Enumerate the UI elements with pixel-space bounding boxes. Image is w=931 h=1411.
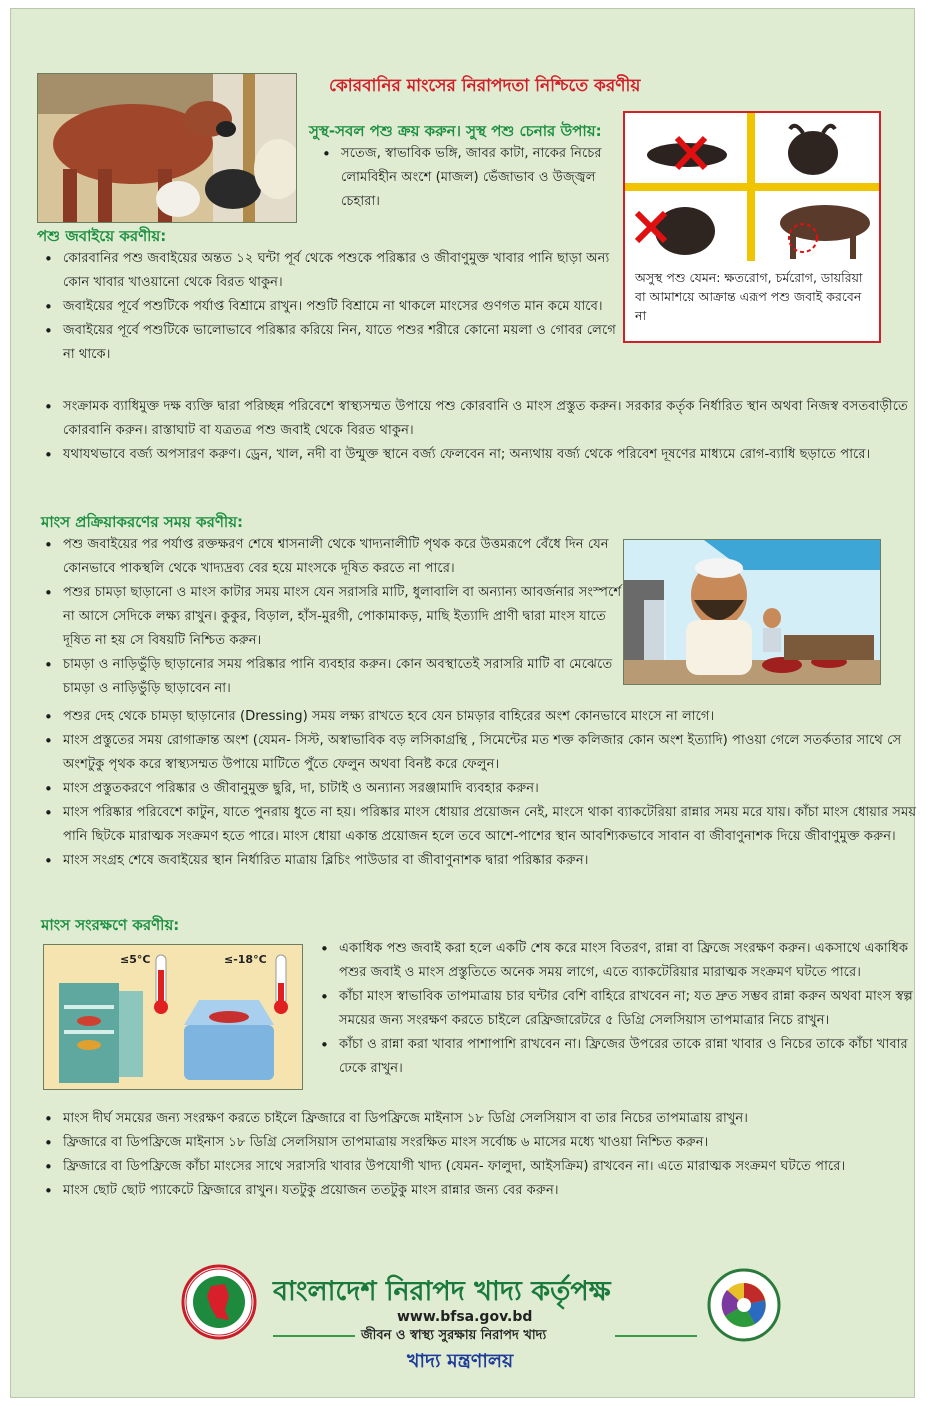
- list-item: • মাংস দীর্ঘ সময়ের জন্য সংরক্ষণ করতে চাইলে ফ্রিজারে বা ডিপফ্রিজে মাইনাস ১৮ ডিগ্রি সেলসিয়াস বা তার নিচের তাপমাত্রায় রাখুন।: [63, 1107, 917, 1131]
- list-item: • কোরবানির পশু জবাইয়ের অন্তত ১২ ঘন্টা পূর্ব থেকে পশুকে পরিষ্কার ও জীবাণুমুক্ত খাবার পানি ছাড়া অন্য কোন খাবার খাওয়ানো থেকে বিরত থাকুন।: [63, 247, 625, 295]
- healthy-animal-list: [317, 142, 637, 214]
- website-link[interactable]: www.bfsa.gov.bd: [397, 1309, 533, 1325]
- butcher-illustration: [623, 539, 881, 685]
- list-item: • মাংস সংগ্রহ শেষে জবাইয়ের স্থান নির্ধারিত মাত্রায় ব্লিচিং পাউডার বা জীবাণুনাশক দ্বারা পরিষ্কার করুন।: [63, 849, 917, 873]
- poster: [10, 8, 915, 1398]
- sick-animals-grid: [625, 113, 879, 261]
- list-item: • একাধিক পশু জবাই করা হলে একটি শেষ করে মাংস বিতরণ, রান্না বা ফ্রিজে সংরক্ষণ করুন। একসাথে একাধিক পশুর জবাই ও মাংস প্রস্তুতিতে অনেক সময় লাগে, এতে ব্যাকটেরিয়ার মারাত্মক সংক্রমণ ঘটতে পারে।: [339, 937, 917, 985]
- ministry-name: খাদ্য মন্ত্রণালয়: [407, 1350, 514, 1372]
- bfsa-logo: [707, 1268, 781, 1342]
- slaughter-list-top: [39, 247, 625, 367]
- storage-list-full: [39, 1107, 917, 1203]
- government-seal-logo: [181, 1264, 257, 1340]
- list-item: • ফ্রিজারে বা ডিপফ্রিজে কাঁচা মাংসের সাথে সরাসরি খাবার উপযোগী খাদ্য (যেমন- ফালুদা, আইসক্রিম) রাখবেন না। এতে মারাত্মক সংক্রমণ ঘটতে পারে।: [63, 1155, 917, 1179]
- list-item: • জবাইয়ের পূর্বে পশুটিকে ভালোভাবে পরিষ্কার করিয়ে নিন, যাতে পশুর শরীরে কোনো ময়লা ও গোবর লেগে না থাকে।: [63, 319, 625, 367]
- list-item: • মাংস প্রস্তুতের সময় রোগাক্রান্ত অংশ (যেমন- সিস্ট, অস্বাভাবিক বড় লসিকাগ্রন্থি , সিমেন্টের মত শক্ত কলিজার কোন অংশ ইত্যাদি) পাওয়া গেলে সতর্কতার সাথে সে অংশটুকু পৃথক করে স্বাস্থ্যসম্মত উপায়ে মাটিতে পুঁতে ফেলুন অথবা বিনষ্ট করে ফেলুন।: [63, 729, 917, 777]
- list-item: • পশু জবাইয়ের পর পর্যাপ্ত রক্তক্ষরণ শেষে শ্বাসনালী থেকে খাদ্যনালীটি পৃথক করে উত্তমরূপে বেঁধে দিন যেন কোনভাবে পাকস্থলি থেকে খাদ্যদ্রব্য বের হয়ে মাংসকে দূষিত করতে না পারে।: [63, 533, 637, 581]
- list-item: • পশুর দেহ থেকে চামড়া ছাড়ানোর (Dressing) সময় লক্ষ্য রাখতে হবে যেন চামড়ার বাহিরের অংশ কোনভাবে মাংসে না লাগে।: [63, 705, 917, 729]
- list-item: • পশুর চামড়া ছাড়ানো ও মাংস কাটার সময় মাংস যেন সরাসরি মাটি, ধুলাবালি বা অন্যান্য আবর্জনার সংস্পর্শে না আসে সেদিকে লক্ষ্য রাখুন। কুকুর, বিড়াল, হাঁস-মুরগী, পোকামাকড়, মাছি ইত্যাদি প্রাণী দ্বারা মাংস যাতে দূষিত না হয় সে বিষয়টি নিশ্চিত করুন।: [63, 581, 637, 653]
- government-seal-icon: [181, 1264, 257, 1340]
- cattle-photo: [37, 73, 297, 223]
- storage-heading: মাংস সংরক্ষণে করণীয়:: [41, 916, 180, 934]
- bfsa-logo-icon: [707, 1268, 781, 1342]
- processing-heading: মাংস প্রক্রিয়াকরণের সময় করণীয়:: [41, 513, 244, 531]
- butcher-scene: [624, 540, 881, 685]
- list-item: • কাঁচা ও রান্না করা খাবার পাশাপাশি রাখবেন না। ফ্রিজের উপরের তাকে রান্না খাবার ও নিচের তাকে কাঁচা খাবার ঢেকে রাখুন।: [339, 1033, 917, 1081]
- fridge-freezer-scene: [44, 945, 303, 1090]
- list-item: • জবাইয়ের পূর্বে পশুটিকে পর্যাপ্ত বিশ্রামে রাখুন। পশুটি বিশ্রামে না থাকলে মাংসের গুণগত মান কমে যাবে।: [63, 295, 625, 319]
- storage-list-right: [315, 937, 917, 1081]
- slaughter-heading: পশু জবাইয়ে করণীয়:: [37, 227, 167, 245]
- fridge-freezer-illustration: [43, 944, 303, 1090]
- processing-list-bottom: [39, 705, 917, 873]
- list-item: • মাংস প্রস্তুতকরণে পরিষ্কার ও জীবানুমুক্ত ছুরি, দা, চাটাই ও অন্যান্য সরঞ্জামাদি ব্যবহার করুন।: [63, 777, 917, 801]
- slaughter-list-bottom: [39, 395, 917, 467]
- footer-divider-right: [615, 1335, 697, 1337]
- list-item: • চামড়া ও নাড়িভুঁড়ি ছাড়ানোর সময় পরিষ্কার পানি ব্যবহার করুন। কোন অবস্থাতেই সরাসরি মাটি বা মেঝেতে চামড়া ও নাড়িভুঁড়ি ছাড়াবেন না।: [63, 653, 637, 701]
- list-item: • মাংস পরিষ্কার পরিবেশে কাটুন, যাতে পুনরায় ধুতে না হয়। পরিষ্কার মাংস ধোয়ার প্রয়োজন নেই, মাংসে থাকা ব্যাকটেরিয়া রান্নার সময় মরে যায়। কাঁচা মাংস ধোয়ার সময় পানি ছিটকে মারাত্মক সংক্রমণ হতে পারে। মাংস ধোয়া একান্ত প্রয়োজন হলে তবে আশে-পাশের স্থান আবশ্যিকভাবে সাবান বা জীবাণুনাশক দিয়ে জীবাণুমুক্ত করুন।: [63, 801, 917, 849]
- org-name: বাংলাদেশ নিরাপদ খাদ্য কর্তৃপক্ষ: [273, 1276, 611, 1307]
- list-item: • কাঁচা মাংস স্বাভাবিক তাপমাত্রায় চার ঘন্টার বেশি বাহিরে রাখবেন না; যত দ্রুত সম্ভব রান্না করুন অথবা মাংস স্বল্প সময়ের জন্য সংরক্ষণ করতে চাইলে রেফ্রিজারেটরে ৫ ডিগ্রি সেলসিয়াস তাপমাত্রার নিচে রাখুন।: [339, 985, 917, 1033]
- footer-divider-left: [273, 1335, 355, 1337]
- processing-list-top: [39, 533, 637, 701]
- list-item: • মাংস ছোট ছোট প্যাকেটে ফ্রিজারে রাখুন। যতটুকু প্রয়োজন ততটুকু মাংস রান্নার জন্য বের করুন।: [63, 1179, 917, 1203]
- poster-title: কোরবানির মাংসের নিরাপদতা নিশ্চিতে করণীয়: [329, 76, 641, 96]
- fridge-temp-label: ≤5°C: [120, 953, 151, 966]
- freezer-temp-label: ≤-18°C: [224, 953, 267, 966]
- list-item: • সতেজ, স্বাভাবিক ভঙ্গি, জাবর কাটা, নাকের নিচের লোমবিহীন অংশে (মাজল) ভেঁজাভাব ও উজ্জ্বল চেহারা।: [341, 142, 637, 214]
- list-item: • সংক্রামক ব্যাধিমুক্ত দক্ষ ব্যক্তি দ্বারা পরিচ্ছন্ন পরিবেশে স্বাস্থ্যসম্মত উপায়ে পশু কোরবানি ও মাংস প্রস্তুত করুন। সরকার কর্তৃক নির্ধারিত স্থান অথবা নিজস্ব বসতবাড়ীতে কোরবানি করুন। রাস্তাঘাট বা যত্রতত্র পশু জবাই থেকে বিরত থাকুন।: [63, 395, 917, 443]
- cattle-illustration: [38, 74, 297, 223]
- sick-animal-box: [623, 111, 881, 343]
- list-item: • যথাযথভাবে বর্জ্য অপসারণ করুণ। ড্রেন, খাল, নদী বা উন্মুক্ত স্থানে বর্জ্য ফেলবেন না; অন্যথায় বর্জ্য থেকে পরিবেশ দূষণের মাধ্যমে রোগ-ব্যাধি ছড়াতে পারে।: [63, 443, 917, 467]
- sick-animal-caption: অসুস্থ পশু যেমন: ক্ষতরোগ, চর্মরোগ, ডায়রিয়া বা আমাশয়ে আক্রান্ত এরূপ পশু জবাই করবেন না: [635, 270, 863, 323]
- healthy-animal-heading: সুস্থ-সবল পশু ক্রয় করুন। সুস্থ পশু চেনার উপায়:: [309, 122, 602, 140]
- slogan: জীবন ও স্বাস্থ্য সুরক্ষায় নিরাপদ খাদ্য: [361, 1328, 547, 1343]
- list-item: • ফ্রিজারে বা ডিপফ্রিজে মাইনাস ১৮ ডিগ্রি সেলসিয়াস তাপমাত্রায় সংরক্ষিত মাংস সর্বোচ্চ ৬ মাসের মধ্যে খাওয়া নিশ্চিত করুন।: [63, 1131, 917, 1155]
